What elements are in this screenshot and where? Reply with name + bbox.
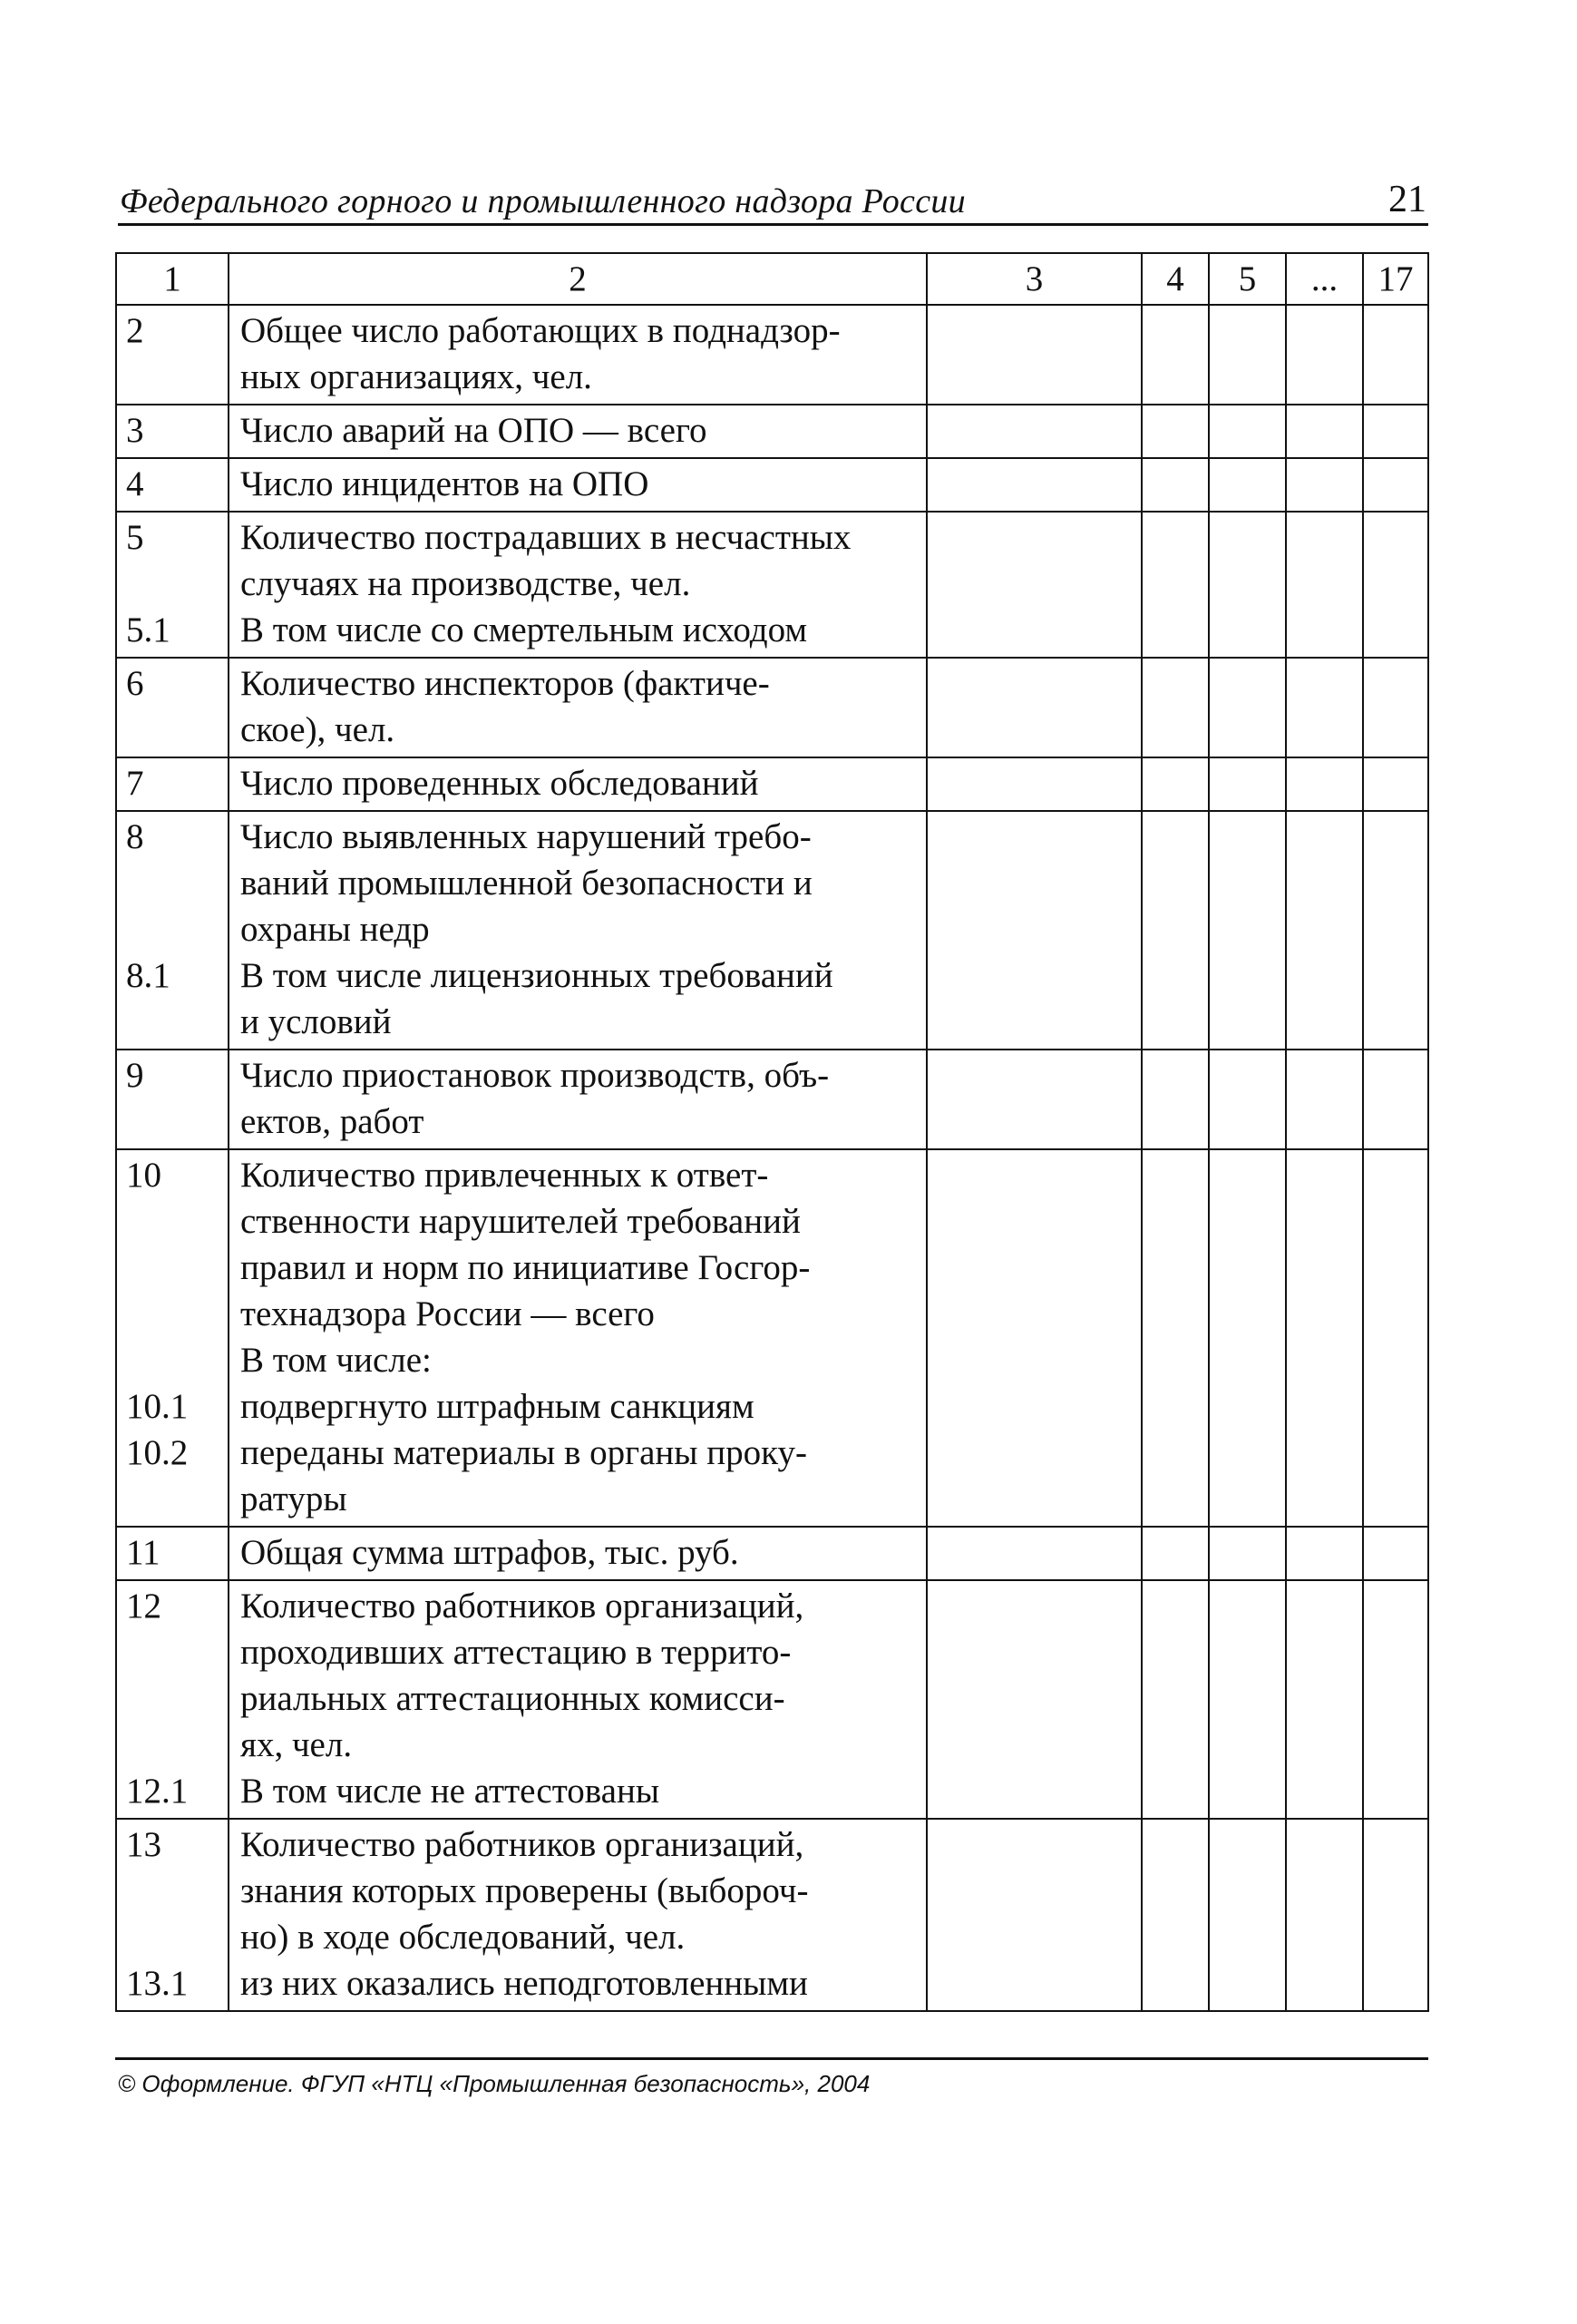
empty-value-cell [927,757,1142,811]
empty-value-cell [1209,405,1286,458]
empty-value-cell [1363,658,1428,757]
indicator-text-line: В том числе со смертельным исходом [240,610,808,649]
empty-value-cell [1363,1819,1428,2011]
row-number: 2 [126,311,144,350]
empty-value-cell [1209,458,1286,512]
empty-value-cell [1209,1527,1286,1580]
indicator-text-line: В том числе: [240,1341,432,1380]
row-number: 13.1 [126,1964,189,2003]
row-number-cell [116,1050,229,1149]
row-number [126,561,228,607]
page-number: 21 [1388,179,1426,220]
indicator-text-line: знания которых проверены (выбороч- [240,1871,809,1910]
table-row [116,1527,1428,1580]
row-number: 4 [126,464,144,503]
empty-value-cell [1209,811,1286,1050]
indicator-cell [229,757,927,811]
row-number [126,1291,228,1337]
indicator-text-line: В том числе не аттестованы [240,1772,660,1811]
table-row [116,757,1428,811]
empty-value-cell [1363,1527,1428,1580]
indicator-text-line: но) в ходе обследований, чел. [240,1918,686,1957]
row-number: 6 [126,664,144,703]
empty-value-cell [1142,1050,1209,1149]
row-number [126,860,228,906]
row-number [126,1914,228,1960]
row-number [126,1629,228,1675]
empty-value-cell [1363,1050,1428,1149]
header-row [116,253,1428,305]
running-title: Федерального горного и промышленного надзора России [120,182,966,220]
column-header: 17 [1363,253,1428,305]
indicator-text-line: правил и норм по инициативе Госгор- [240,1248,811,1287]
empty-value-cell [1209,305,1286,405]
indicator-text-line: В том числе лицензионных требований [240,956,833,995]
table-row [116,658,1428,757]
indicator-text-line: случаях на производстве, чел. [240,564,691,603]
empty-value-cell [1286,458,1363,512]
indicator-text-line: охраны недр [240,910,430,949]
table-row [116,1819,1428,2011]
indicator-text-line: из них оказались неподготовленными [240,1964,808,2003]
row-number [126,1337,228,1383]
empty-value-cell [1209,512,1286,658]
column-header: ... [1286,253,1363,305]
empty-value-cell [927,305,1142,405]
empty-value-cell [1209,757,1286,811]
empty-value-cell [1363,1580,1428,1819]
empty-value-cell [1286,658,1363,757]
column-header: 1 [116,253,229,305]
empty-value-cell [927,512,1142,658]
indicator-text-line: ственности нарушителей требований [240,1202,801,1241]
row-number-cell [116,811,229,1050]
indicator-cell [229,1050,927,1149]
indicator-text-line: подвергнуто штрафным санкциям [240,1387,754,1426]
table-row [116,1149,1428,1527]
row-number: 10.1 [126,1387,189,1426]
column-header: 3 [927,253,1142,305]
indicator-cell [229,458,927,512]
empty-value-cell [1363,811,1428,1050]
indicator-text-line: риальных аттестационных комисси- [240,1679,785,1718]
row-number-cell [116,1819,229,2011]
empty-value-cell [927,1149,1142,1527]
table-row [116,1580,1428,1819]
empty-value-cell [927,658,1142,757]
table-row [116,512,1428,658]
empty-value-cell [1142,658,1209,757]
empty-value-cell [1286,1527,1363,1580]
row-number-cell [116,1580,229,1819]
row-number-cell [116,512,229,658]
indicator-text-line: Количество привлеченных к ответ- [240,1156,769,1195]
empty-value-cell [927,1050,1142,1149]
indicator-text-line: ных организациях, чел. [240,357,592,396]
indicator-text-line: Общее число работающих в поднадзор- [240,311,841,350]
empty-value-cell [1286,811,1363,1050]
table-row [116,458,1428,512]
row-number: 7 [126,764,144,803]
empty-value-cell [1209,1050,1286,1149]
empty-value-cell [1142,405,1209,458]
empty-value-cell [1363,512,1428,658]
indicator-text-line: Количество инспекторов (фактиче- [240,664,770,703]
row-number: 11 [126,1533,161,1572]
row-number-cell [116,1527,229,1580]
empty-value-cell [1142,811,1209,1050]
row-number [126,906,228,952]
table-row [116,305,1428,405]
table-row [116,1050,1428,1149]
indicator-text-line: ектов, работ [240,1102,424,1141]
empty-value-cell [1286,757,1363,811]
empty-value-cell [1142,305,1209,405]
empty-value-cell [1286,1580,1363,1819]
empty-value-cell [1286,305,1363,405]
empty-value-cell [1286,1050,1363,1149]
row-number-cell [116,757,229,811]
column-header: 4 [1142,253,1209,305]
indicator-text-line: Количество работников организаций, [240,1587,804,1626]
row-number-cell [116,405,229,458]
row-number: 5 [126,518,144,557]
row-number: 8 [126,817,144,856]
indicator-text-line: ратуры [240,1479,347,1518]
empty-value-cell [1286,405,1363,458]
indicator-text-line: ское), чел. [240,710,395,749]
footer-divider [115,2057,1428,2060]
empty-value-cell [1363,1149,1428,1527]
row-number [126,1675,228,1722]
empty-value-cell [1142,512,1209,658]
indicator-text-line: проходивших аттестацию в террито- [240,1633,792,1672]
empty-value-cell [927,811,1142,1050]
indicator-text-line: Число выявленных нарушений требо- [240,817,812,856]
empty-value-cell [1286,1149,1363,1527]
empty-value-cell [927,1819,1142,2011]
indicator-cell [229,658,927,757]
empty-value-cell [1363,305,1428,405]
indicator-cell [229,405,927,458]
indicator-cell [229,1819,927,2011]
row-number: 8.1 [126,956,170,995]
row-number: 10.2 [126,1433,189,1472]
indicator-text-line: технадзора России — всего [240,1294,655,1333]
row-number [126,1198,228,1245]
indicator-cell [229,305,927,405]
row-number-cell [116,305,229,405]
indicator-cell [229,1149,927,1527]
empty-value-cell [1363,458,1428,512]
empty-value-cell [1209,658,1286,757]
row-number: 12 [126,1587,161,1626]
row-number-cell [116,658,229,757]
column-header: 2 [229,253,927,305]
row-number [126,1722,228,1768]
table-row [116,405,1428,458]
row-number-cell [116,1149,229,1527]
row-number [126,1245,228,1291]
row-number: 13 [126,1825,161,1864]
empty-value-cell [927,458,1142,512]
empty-value-cell [1209,1819,1286,2011]
footer-copyright: © Оформление. ФГУП «НТЦ «Промышленная безопасность», 2004 [118,2070,871,2097]
row-number [126,1868,228,1914]
indicator-text-line: переданы материалы в органы проку- [240,1433,808,1472]
empty-value-cell [1142,757,1209,811]
row-number: 12.1 [126,1772,189,1811]
indicator-text-line: Общая сумма штрафов, тыс. руб. [240,1533,739,1572]
empty-value-cell [927,405,1142,458]
empty-value-cell [1142,1819,1209,2011]
empty-value-cell [1286,512,1363,658]
indicator-text-line: и условий [240,1002,392,1041]
empty-value-cell [927,1527,1142,1580]
empty-value-cell [1209,1580,1286,1819]
indicator-text-line: ях, чел. [240,1725,353,1764]
table-row [116,811,1428,1050]
indicator-text-line: ваний промышленной безопасности и [240,864,813,903]
indicator-cell [229,1527,927,1580]
indicator-text-line: Число инцидентов на ОПО [240,464,649,503]
empty-value-cell [1209,1149,1286,1527]
empty-value-cell [1142,458,1209,512]
empty-value-cell [1363,757,1428,811]
indicator-cell [229,1580,927,1819]
row-number-cell [116,458,229,512]
indicator-text-line: Число проведенных обследований [240,764,759,803]
indicator-text-line: Число аварий на ОПО — всего [240,411,707,450]
indicator-cell [229,512,927,658]
column-header: 5 [1209,253,1286,305]
row-number: 5.1 [126,610,170,649]
page-header [118,171,1428,226]
empty-value-cell [1363,405,1428,458]
row-number: 10 [126,1156,161,1195]
indicator-text-line: Число приостановок производств, объ- [240,1056,830,1095]
empty-value-cell [927,1580,1142,1819]
indicator-text-line: Количество пострадавших в несчастных [240,518,852,557]
indicator-cell [229,811,927,1050]
row-number: 3 [126,411,144,450]
indicator-text-line: Количество работников организаций, [240,1825,804,1864]
report-table [115,252,1429,2012]
row-number: 9 [126,1056,144,1095]
empty-value-cell [1142,1149,1209,1527]
empty-value-cell [1142,1527,1209,1580]
empty-value-cell [1142,1580,1209,1819]
empty-value-cell [1286,1819,1363,2011]
